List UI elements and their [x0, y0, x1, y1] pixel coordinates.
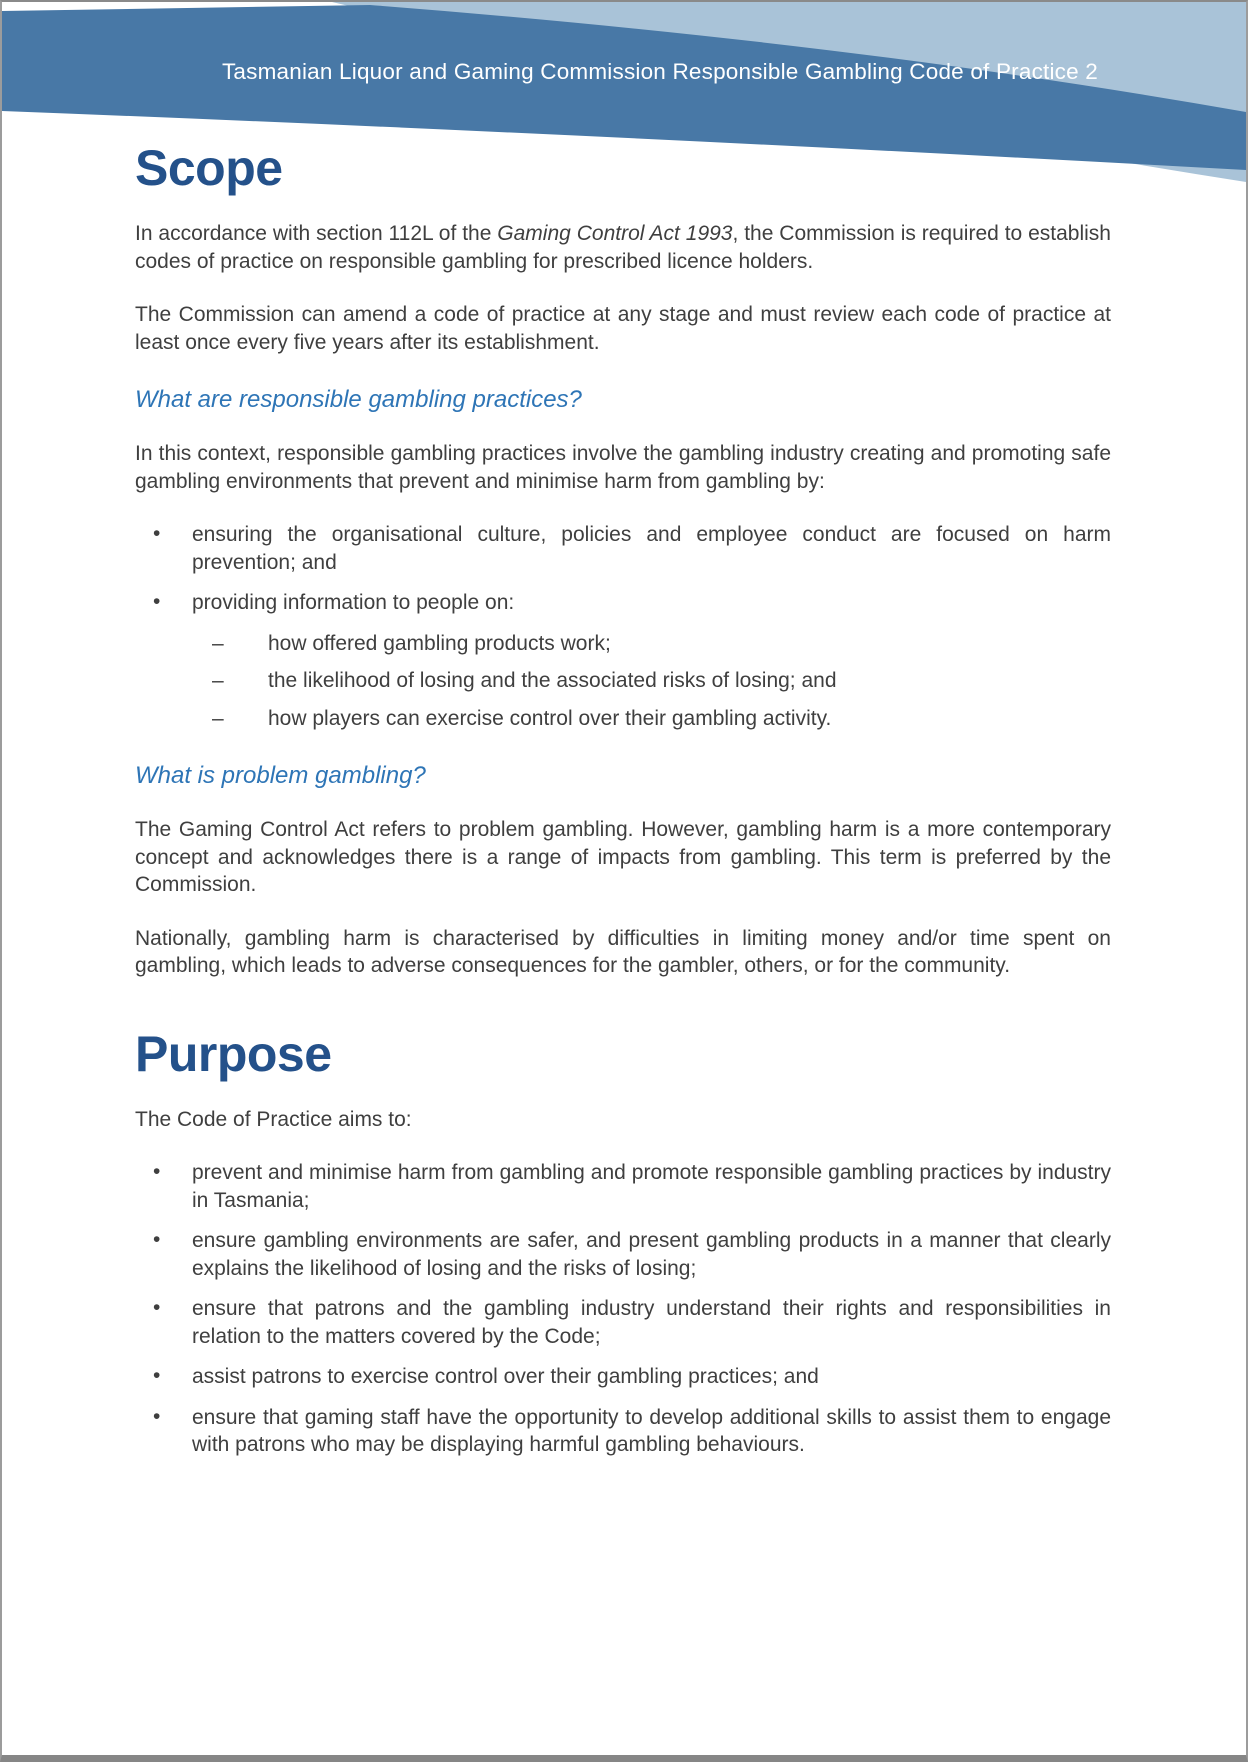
- header-title: Tasmanian Liquor and Gaming Commission Responsible Gambling Code of Practice 2: [221, 59, 1098, 84]
- section-heading-scope: Scope: [135, 140, 283, 196]
- information-dash-list: [135, 630, 1111, 733]
- paragraph-text: In accordance with section 112L of the: [135, 222, 498, 245]
- practices-bullet-list: [135, 521, 1111, 617]
- bullet-marker: •: [153, 1364, 161, 1387]
- dash-marker: –: [212, 631, 224, 655]
- list-item-text: ensuring the organisational culture, policies and employee conduct are focused on harm prevention; and: [192, 523, 1111, 574]
- list-item-text: ensure that gaming staff have the opportunity to develop additional skills to assist them to engage with patrons who may be displaying harmful gambling behaviours.: [192, 1405, 1111, 1456]
- list-item-text: prevent and minimise harm from gambling and promote responsible gambling practices by industry in Tasmania;: [192, 1161, 1111, 1212]
- list-item-text: the likelihood of losing and the associated risks of losing; and: [268, 669, 837, 692]
- dash-marker: –: [212, 706, 224, 730]
- list-item: [135, 1159, 1111, 1214]
- bullet-marker: •: [153, 1296, 161, 1319]
- list-item: [135, 589, 1111, 617]
- list-item: [135, 1363, 1111, 1391]
- page-content: [2, 2, 1246, 1459]
- list-item-text: assist patrons to exercise control over their gambling practices; and: [192, 1365, 819, 1388]
- list-item-text: how players can exercise control over their gambling activity.: [268, 706, 832, 730]
- subheading-responsible-gambling-practices: What are responsible gambling practices?: [135, 386, 582, 413]
- list-item-text: ensure gambling environments are safer, and present gambling products in a manner that clearly explains the likelihood of losing and the risks of losing;: [192, 1229, 1111, 1280]
- subheading-problem-gambling: What is problem gambling?: [135, 762, 426, 789]
- list-item: [135, 667, 1111, 695]
- list-item: [135, 521, 1111, 576]
- list-item: [135, 705, 1111, 733]
- act-title-italic: Gaming Control Act 1993: [497, 222, 733, 245]
- dash-marker: –: [212, 669, 224, 692]
- paragraph-problem-gambling-1: The Gaming Control Act refers to problem gambling. However, gambling harm is a more contemporary concept and acknowledges there is a range of impacts from gambling. This term is preferred by the Commission.: [135, 818, 1111, 896]
- bullet-marker: •: [153, 1228, 161, 1251]
- paragraph-practices-intro: In this context, responsible gambling practices involve the gambling industry creating and promoting safe gambling environments that prevent and minimise harm from gambling by:: [135, 442, 1111, 493]
- bullet-marker: •: [153, 522, 161, 545]
- list-item: [135, 1404, 1111, 1459]
- purpose-bullet-list: [135, 1159, 1111, 1459]
- paragraph-scope-2: The Commission can amend a code of practice at any stage and must review each code of practice at least once every five years after its establishment.: [135, 303, 1111, 354]
- list-item: [135, 630, 1111, 658]
- list-item-text: providing information to people on:: [192, 591, 515, 614]
- list-item-text: ensure that patrons and the gambling industry understand their rights and responsibilities in relation to the matters covered by the Code;: [192, 1297, 1111, 1348]
- bullet-marker: •: [153, 590, 161, 613]
- bullet-marker: •: [153, 1160, 161, 1183]
- paragraph-problem-gambling-2: Nationally, gambling harm is characterised by difficulties in limiting money and/or time spent on gambling, which leads to adverse consequences for the gambler, others, or for the community.: [135, 926, 1111, 977]
- bullet-marker: •: [153, 1404, 161, 1428]
- paragraph-text: , the Commission is required to establish codes of practice on responsible gambling for prescribed licence holders.: [135, 222, 1111, 273]
- list-item: [135, 1227, 1111, 1282]
- section-heading-purpose: Purpose: [135, 1025, 332, 1082]
- list-item: [135, 1295, 1111, 1350]
- list-item-text: how offered gambling products work;: [268, 631, 611, 655]
- paragraph-scope-1: [135, 220, 1111, 275]
- paragraph-purpose-intro: The Code of Practice aims to:: [135, 1107, 412, 1131]
